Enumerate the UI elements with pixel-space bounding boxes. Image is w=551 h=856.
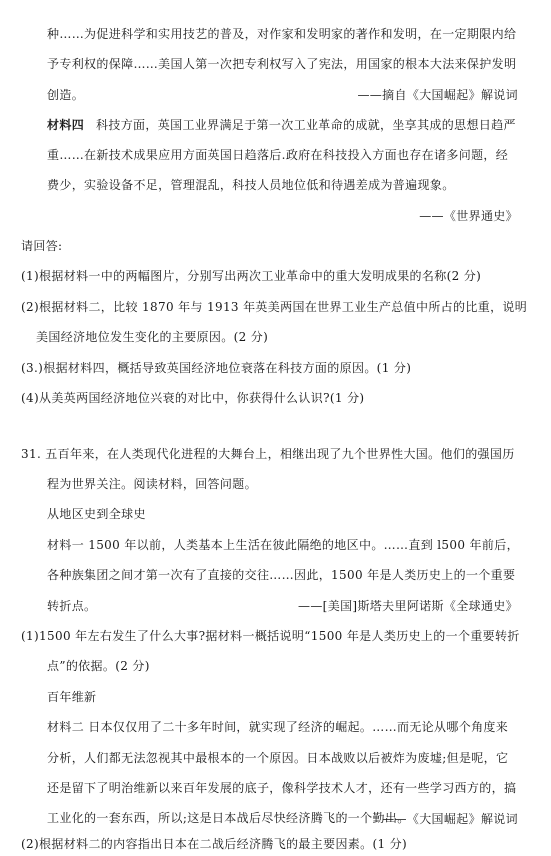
subsection-title: 从地区史到全球史: [47, 507, 146, 521]
paragraph-line: 转折点。: [47, 599, 97, 613]
source-citation: ——《大国崛起》解说词: [382, 812, 518, 826]
paragraph-line: 费少，实验设备不足，管理混乱，科技人员地位低和待遇差成为普遍现象。: [47, 178, 455, 192]
subsection-title: 百年维新: [47, 690, 97, 704]
question-item: (1)1500 年左右发生了什么大事?据材料一概括说明“1500 年是人类历史上的一个重要转折: [21, 629, 520, 643]
material-label: 材料四: [47, 118, 85, 132]
question-item: 点”的依据。(2 分): [47, 659, 150, 673]
question-item: 美国经济地位发生变化的主要原因。(2 分): [36, 330, 269, 344]
paragraph-line: 各种族集团之间才第一次有了直接的交往……因此，1500 年是人类历史上的一个重要: [47, 568, 516, 582]
paragraph-line: 科技方面，英国工业界满足于第一次工业革命的成就，坐享其成的思想日趋严: [96, 118, 516, 132]
question-31-intro: 31. 五百年来，在人类现代化进程的大舞台上，相继出现了九个世界性大国。他们的强国历: [21, 447, 515, 461]
paragraph-line: 工业化的一套东西，所以;这是日本战后尽快经济腾飞的一个勤出。: [47, 811, 410, 825]
question-item: (4)从美英两国经济地位兴衰的对比中，你获得什么认识?(1 分): [21, 391, 365, 405]
question-item: (1)根据材料一中的两幅图片，分别写出两次工业革命中的重大发明成果的名称(2 分): [21, 269, 482, 283]
source-citation: ——《世界通史》: [419, 209, 518, 223]
question-31-intro: 程为世界关注。阅读材料，回答问题。: [47, 477, 257, 491]
source-citation: ——摘自《大国崛起》解说词: [357, 88, 518, 102]
paragraph-line: 材料二 日本仅仅用了二十多年时间，就实现了经济的崛起。……而无论从哪个角度来: [47, 720, 509, 734]
paragraph-line: 分析，人们都无法忽视其中最根本的一个原因。日本战败以后被炸为废墟;但是呢，它: [47, 751, 509, 765]
question-item: (2)根据材料二的内容指出日本在二战后经济腾飞的最主要因素。(1 分): [21, 837, 408, 851]
paragraph-line: 种……为促进科学和实用技艺的普及，对作家和发明家的著作和发明，在一定期限内给: [47, 27, 517, 41]
paragraph-line: 材料一 1500 年以前，人类基本上生活在彼此隔绝的地区中。……直到 l500 年前后，: [47, 538, 519, 552]
paragraph-line: 重……在新技术成果应用方面英国日趋落后.政府在科技投入方面也存在诸多问题，经: [47, 148, 509, 162]
paragraph-line: 予专利权的保障……美国人第一次把专利权写入了宪法，用国家的根本大法来保护发明: [47, 57, 517, 71]
answer-prompt: 请回答:: [21, 239, 63, 253]
paragraph-line: 创造。: [47, 88, 85, 102]
source-citation: ——[美国]斯塔夫里阿诺斯《全球通史》: [297, 599, 518, 613]
question-item: (2)根据材料二，比较 1870 年与 1913 年英美两国在世界工业生产总值中所占的比重，说明: [21, 300, 528, 314]
question-item: (3.)根据材料四，概括导致英国经济地位衰落在科技方面的原因。(1 分): [21, 361, 412, 375]
paragraph-line: 还是留下了明治维新以来百年发展的底子，像科学技术人才，还有一些学习西方的，搞: [47, 781, 517, 795]
